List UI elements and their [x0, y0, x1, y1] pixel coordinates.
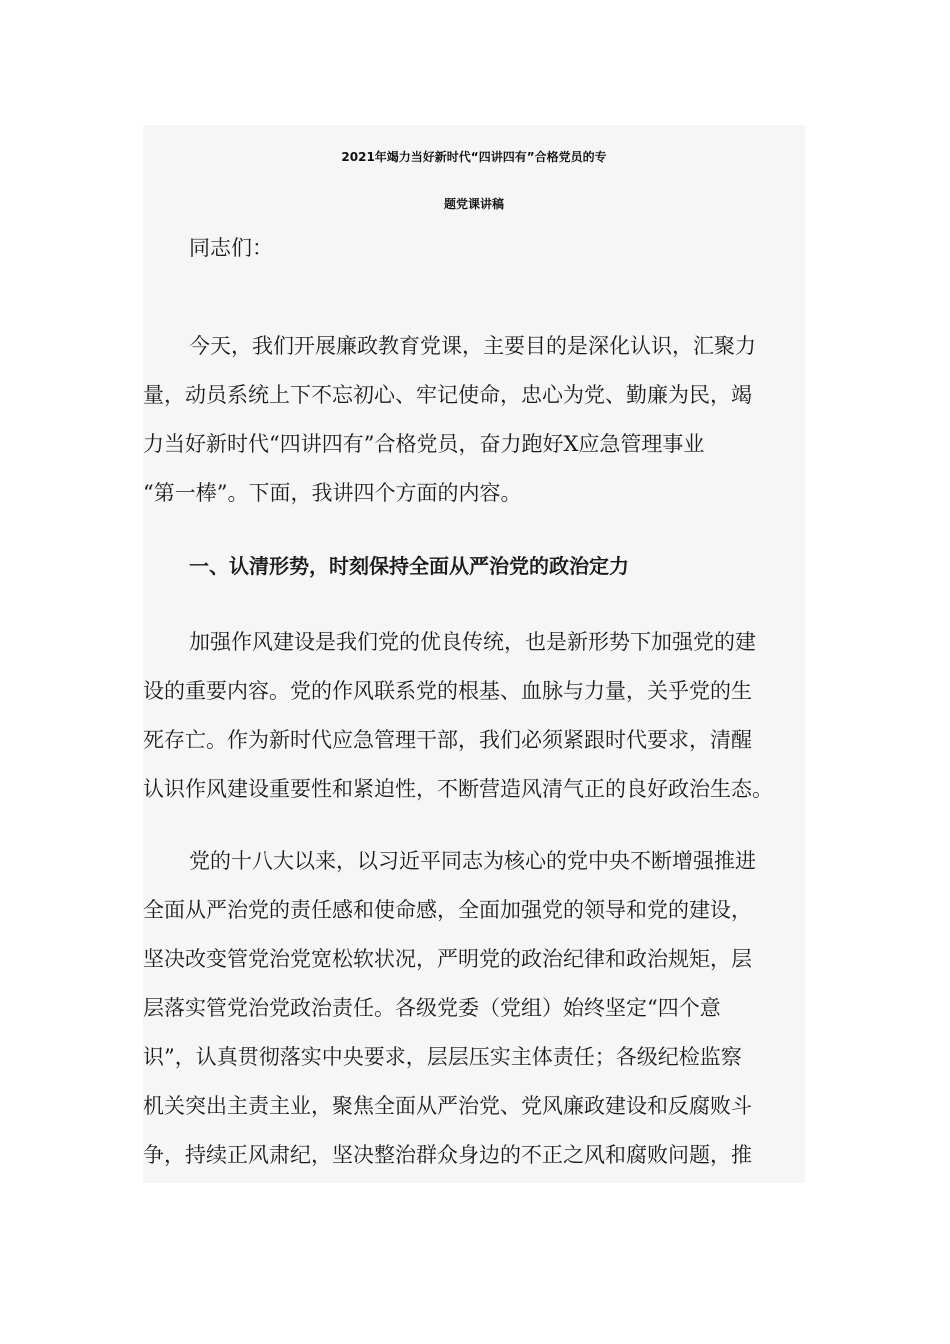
- paragraph-line: 设的重要内容。党的作风联系党的根基、血脉与力量，关乎党的生: [143, 679, 752, 703]
- paragraph-line: 今天，我们开展廉政教育党课，主要目的是深化认识，汇聚力: [189, 334, 756, 358]
- paragraph-line: 争，持续正风肃纪，坚决整治群众身边的不正之风和腐败问题，推: [143, 1143, 752, 1167]
- paragraph-line: 全面从严治党的责任感和使命感，全面加强党的领导和党的建设，: [143, 898, 752, 922]
- paragraph-line: 识”，认真贯彻落实中央要求，层层压实主体责任；各级纪检监察: [143, 1045, 742, 1069]
- paragraph-line: 坚决改变管党治党宽松软状况，严明党的政治纪律和政治规矩，层: [143, 947, 752, 971]
- paragraph-line: 层落实管党治党政治责任。各级党委（党组）始终坚定“四个意: [143, 996, 721, 1020]
- paragraph-line: 机关突出主责主业，聚焦全面从严治党、党风廉政建设和反腐败斗: [143, 1094, 752, 1118]
- paragraph-line: 党的十八大以来，以习近平同志为核心的党中央不断增强推进: [189, 849, 756, 873]
- paragraph-line: 加强作风建设是我们党的优良传统，也是新形势下加强党的建: [189, 630, 756, 654]
- salutation: 同志们：: [189, 236, 273, 260]
- paragraph-line: 量，动员系统上下不忘初心、牢记使命，忠心为党、勤廉为民，竭: [143, 383, 752, 407]
- paragraph-line: “第一棒”。下面，我讲四个方面的内容。: [143, 481, 522, 505]
- section-heading-1: 一、认清形势，时刻保持全面从严治党的政治定力: [189, 554, 629, 578]
- paragraph-line: 死存亡。作为新时代应急管理干部，我们必须紧跟时代要求，清醒: [143, 728, 752, 752]
- paragraph-line: 力当好新时代“四讲四有”合格党员，奋力跑好X应急管理事业: [143, 432, 705, 456]
- document-title-line-2: 题党课讲稿: [443, 197, 504, 211]
- document-title-line-1: 2021年竭力当好新时代“四讲四有”合格党员的专: [341, 150, 607, 164]
- document-content: [143, 125, 805, 1183]
- paragraph-line: 认识作风建设重要性和紧迫性，不断营造风清气正的良好政治生态。: [143, 777, 773, 801]
